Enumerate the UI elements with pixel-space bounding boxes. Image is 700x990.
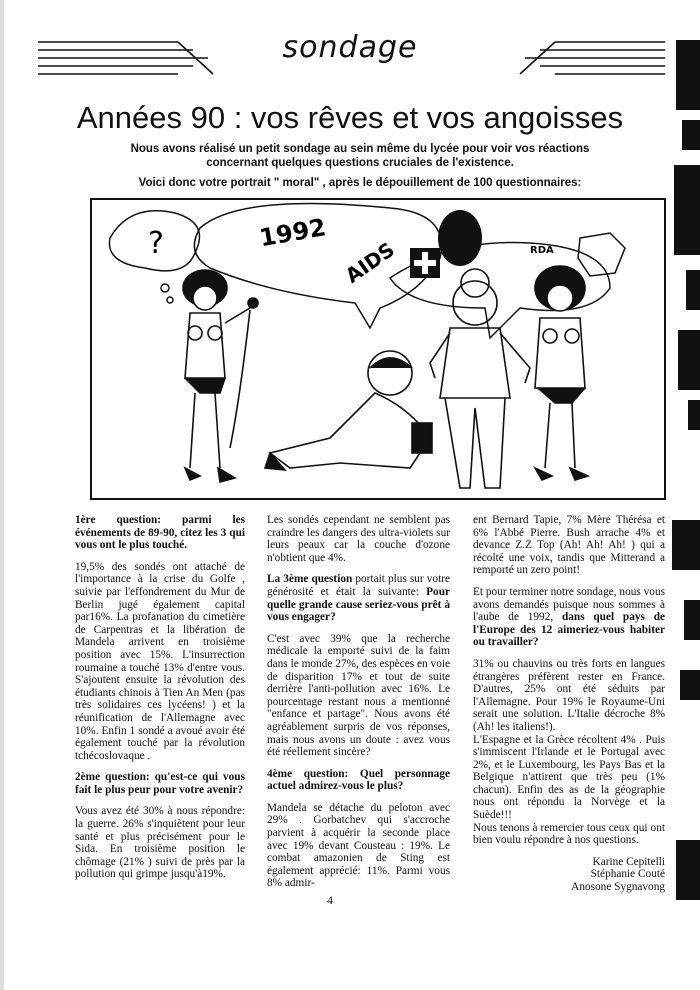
header-lines-left — [28, 38, 218, 88]
aids-label: AIDS — [340, 237, 399, 288]
question-5-bold: dans quel pays de l'Europe des 12 aimeriez-vous habiter ou travailler? — [473, 611, 665, 649]
question-4: 4ème question: Quel personnage actuel admirez-vous le plus? — [267, 767, 450, 793]
year-label: 1992 — [257, 213, 328, 253]
question-2: 2ème question: qu'est-ce qui vous fait le plus peur pour votre avenir? — [75, 771, 245, 796]
header-lines-right — [515, 38, 675, 88]
article-title: Années 90 : vos rêves et vos angoisses — [76, 100, 624, 135]
answer-1-paragraph: 19,5% des sondés ont attaché de l'importance à la crise du Golfe , suivie par l'effondrement du Mur de Berlin jugé également capital par16%. La profanation du cimetière de Carpentras et la libération de Mandela arrivent en troisième position avec 15%. L'insurrection roumaine a touché 13% d'entre vous. S'ajoutent ensuite la révolution des étudiants chinois à Tien An Men (pas très solidaires ces lycéens! ) et la réunification de l'Allemagne avec 10%. Enfin 1 sondé a avoué avoir été également touché par la révolution tchécoslovaque . — [75, 560, 245, 762]
answer-5-continued: L'Espagne et la Grèce récoltent 4% . Puis s'immiscent l'Irlande et le Portugal avec 2%, et le Luxembourg, les Pays Bas et la Belgique n'attirent que très peu (1% chacun). Enfin des as de la géographie nous ont répondu la Norvège et la Suède!!! — [473, 733, 665, 822]
answer-4-paragraph: Mandela se détache du peloton avec 29% . Gorbatchev qui s'accroche parvient à acquérir la seconde place avec 19% devant Cousteau : 19%. Le combat amazonien de Sting est également apprécié: 11%. Parmi vous 8% admir- — [267, 801, 450, 890]
answer-2-paragraph: Vous avez été 30% à nous répondre: la guerre. 26% s'inquiètent pour leur santé et plus précisément pour le Sida. En troisième position le chômage (21% ) suivi de près par la pollution qui grimpe jusqu'à19%. — [75, 805, 245, 881]
question-5-lead: Et pour terminer notre sondage, nous vous avons demandés puisque nous sommes à l'aube de 1992, — [473, 585, 665, 624]
intro-line-1: Nous avons réalisé un petit sondage au sein même du lycée pour voir vos réactions — [130, 143, 590, 155]
page-number: 4 — [327, 893, 333, 907]
question-3-lead: La 3ème question — [267, 573, 353, 586]
thanks-paragraph: Nous tenons à remercier tous ceux qui ont bien voulu répondre à nos questions. — [473, 821, 665, 847]
bearded-face-icon — [438, 210, 482, 266]
intro-line-2: concernant quelques questions cruciales de l'existence. — [206, 157, 514, 169]
question-3 — [267, 573, 450, 623]
signature-3: Anosone Sygnavong — [571, 881, 665, 894]
article-column-3 — [473, 514, 665, 894]
signature-2: Stéphanie Couté — [590, 868, 665, 881]
intro-line-3: Voici donc votre portrait " moral" , après le dépouillement de 100 questionnaires: — [138, 177, 582, 189]
question-5 — [473, 586, 665, 649]
answer-3-paragraph: C'est avec 39% que la recherche médicale la emporté suivi de la faim dans le monde 27%, des espèces en voie de disparition 17% et tout de suite derrière l'anti-pollution avec 16%. Le pourcentage restant nous a mentionné "enfance et partage". Nous avons été agréablement surpris de vos réponses, mais nous avons un doute : avez vous été réellement sincère? — [267, 632, 450, 759]
answer-5-paragraph: 31% ou chauvins ou très forts en langues étrangères préfèrent rester en France. D'autres, 25% ont été séduits par l'Allemagne. Pour 19% le Royaume-Uni serait une solution. L'Italie décroche 8%(Ah! les italiens!). — [473, 657, 665, 733]
question-3-bold: Pour quelle grande cause seriez-vous prêt à vous engager? — [267, 585, 450, 624]
question-mark-label: ? — [148, 226, 164, 261]
answer-4-continued: ent Bernard Tapie, 7% Mère Thérésa et 6% l'Abbé Pierre. Bush arrache 4% et devance Z.Z Top (Ah! Ah! Ah! ) qui a récolté une voix, tandis que Mitterand a remporté un zero point! — [473, 514, 665, 577]
signature-1: Karine Cepitelli — [592, 855, 665, 868]
rda-label: RDA — [530, 245, 554, 256]
section-title: sondage — [282, 30, 418, 65]
article-column-2 — [267, 514, 450, 899]
page-left-edge — [0, 0, 4, 990]
ozone-paragraph: Les sondés cependant ne semblent pas craindre les dangers des ultra-violets sur leurs peaux car la couche d'ozone n'obtient que 4%. — [267, 514, 450, 564]
page-edge-bleed — [668, 0, 700, 990]
question-1: 1ère question: parmi les événements de 89-90, citez les 3 qui vous ont le plus touché. — [75, 514, 245, 552]
question-3-text: portait plus sur votre générosité et était la suivante: — [267, 573, 451, 598]
cartoon-illustration — [90, 198, 666, 500]
article-column-1 — [75, 514, 245, 890]
